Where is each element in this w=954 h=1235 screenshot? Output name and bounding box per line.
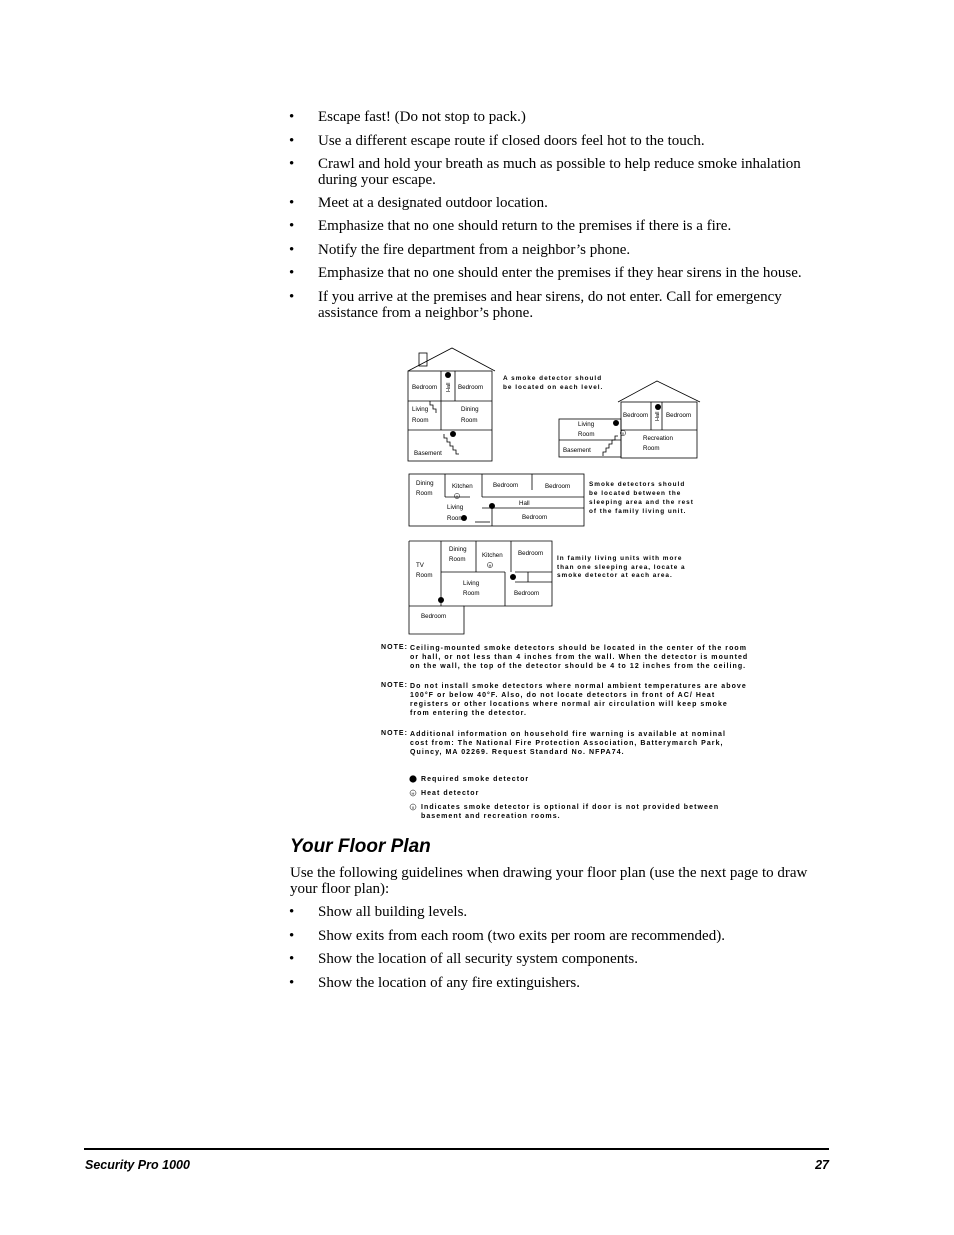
legend-optional: Indicates smoke detector is optional if door is not provided between basement and recreation rooms. bbox=[421, 804, 720, 820]
room-label: Dining bbox=[416, 480, 434, 487]
bullet-icon: • bbox=[289, 133, 295, 149]
room-label: Room bbox=[447, 515, 464, 522]
bullet-icon: • bbox=[289, 265, 295, 281]
caption-line: be located between the bbox=[589, 490, 682, 497]
section-heading: Your Floor Plan bbox=[290, 836, 431, 857]
note-text: Do not install smoke detectors where normal ambient temperatures are above 100°F or below 40°F. Also, do not locate detectors in front of AC/ Heat registers or other locations where normal air circulation will keep smoke from entering the detector. bbox=[410, 683, 747, 717]
note-label: NOTE: bbox=[381, 644, 409, 651]
note-text: Additional information on household fire warning is available at nominal cost from: The National Fire Protection Association, Batterymarch Park, Quincy, MA 02269. Request Standard No. NFPA74. bbox=[410, 731, 726, 756]
caption-line: be located on each level. bbox=[503, 384, 604, 391]
optional-symbol: X bbox=[621, 432, 625, 436]
room-label: Basement bbox=[414, 450, 442, 457]
smoke-detector-icon bbox=[438, 597, 444, 603]
smoke-detector-icon bbox=[445, 372, 451, 378]
bullet-icon: • bbox=[289, 928, 295, 944]
bullet-icon: • bbox=[289, 109, 295, 125]
caption-line: sleeping area and the rest bbox=[589, 499, 694, 506]
bullet-icon: • bbox=[289, 242, 295, 258]
room-label: Bedroom bbox=[522, 514, 548, 521]
footer-title: Security Pro 1000 bbox=[85, 1158, 190, 1172]
footer-rule bbox=[84, 1148, 829, 1150]
bullet-icon: • bbox=[289, 195, 295, 211]
room-label: Bedroom bbox=[623, 412, 649, 419]
smoke-detector-icon bbox=[655, 404, 661, 410]
room-label: Living bbox=[463, 580, 480, 587]
room-label: Living bbox=[578, 421, 595, 428]
caption-line: than one sleeping area, locate a bbox=[557, 564, 686, 571]
room-label: Kitchen bbox=[452, 483, 473, 490]
room-label: Room bbox=[416, 572, 433, 579]
bullet-icon: • bbox=[289, 951, 295, 967]
room-label: Bedroom bbox=[518, 550, 544, 557]
room-label: Room bbox=[578, 431, 595, 438]
bullet-icon: • bbox=[289, 975, 295, 991]
caption-line: smoke detector at each area. bbox=[557, 572, 673, 579]
room-label: Room bbox=[412, 417, 429, 424]
note-text: Ceiling-mounted smoke detectors should be located in the center of the room or hall, or not less than 4 inches from the wall. When the detector is mounted on the wall, the top of the detector should be 4 to 12 inches from the ceiling. bbox=[410, 645, 749, 670]
room-label: Recreation bbox=[643, 435, 673, 442]
bullet-icon: • bbox=[289, 218, 295, 234]
heat-symbol: H bbox=[455, 495, 459, 499]
caption-line: In family living units with more bbox=[557, 555, 683, 562]
room-label: Bedroom bbox=[493, 482, 519, 489]
bullet-icon: • bbox=[289, 289, 295, 305]
room-label: Bedroom bbox=[458, 384, 484, 391]
svg-text:H: H bbox=[411, 791, 415, 796]
smoke-detector-icon bbox=[409, 775, 416, 782]
heat-symbol: H bbox=[488, 564, 492, 568]
room-label: Room bbox=[416, 490, 433, 497]
page-number: 27 bbox=[815, 1158, 829, 1172]
bullet-icon: • bbox=[289, 156, 295, 172]
room-label: TV bbox=[416, 562, 424, 569]
house-one-drawing bbox=[408, 348, 495, 461]
room-label: Bedroom bbox=[545, 483, 571, 490]
smoke-detector-icon bbox=[613, 420, 619, 426]
svg-text:X: X bbox=[411, 805, 415, 810]
legend-symbols bbox=[408, 774, 420, 819]
room-label: Room bbox=[461, 417, 478, 424]
room-label: Living bbox=[447, 504, 464, 511]
section-intro: Use the following guidelines when drawing your floor plan (use the next page to draw your floor plan): bbox=[290, 865, 808, 897]
smoke-detector-icon bbox=[489, 503, 495, 509]
legend-required: Required smoke detector bbox=[421, 776, 530, 783]
caption-line: A smoke detector should bbox=[503, 375, 603, 382]
room-label: Room bbox=[463, 590, 480, 597]
note-label: NOTE: bbox=[381, 682, 409, 689]
bullet-icon: • bbox=[289, 904, 295, 920]
note-label: NOTE: bbox=[381, 730, 409, 737]
room-label: Hall bbox=[519, 500, 530, 507]
caption-line: of the family living unit. bbox=[589, 508, 687, 515]
room-label: Bedroom bbox=[412, 384, 438, 391]
room-label: Living bbox=[412, 406, 429, 413]
room-label: Hall bbox=[655, 411, 661, 421]
room-label: Bedroom bbox=[666, 412, 692, 419]
legend-heat: Heat detector bbox=[421, 790, 480, 797]
room-label: Bedroom bbox=[514, 590, 540, 597]
room-label: Hall bbox=[446, 382, 452, 392]
smoke-detector-icon bbox=[510, 574, 516, 580]
room-label: Room bbox=[643, 445, 660, 452]
room-label: Bedroom bbox=[421, 613, 447, 620]
room-label: Dining bbox=[461, 406, 479, 413]
room-label: Kitchen bbox=[482, 552, 503, 559]
room-label: Basement bbox=[563, 447, 591, 454]
room-label: Dining bbox=[449, 546, 467, 553]
room-label: Room bbox=[449, 556, 466, 563]
caption-line: Smoke detectors should bbox=[589, 481, 686, 488]
smoke-detector-icon bbox=[450, 431, 456, 437]
